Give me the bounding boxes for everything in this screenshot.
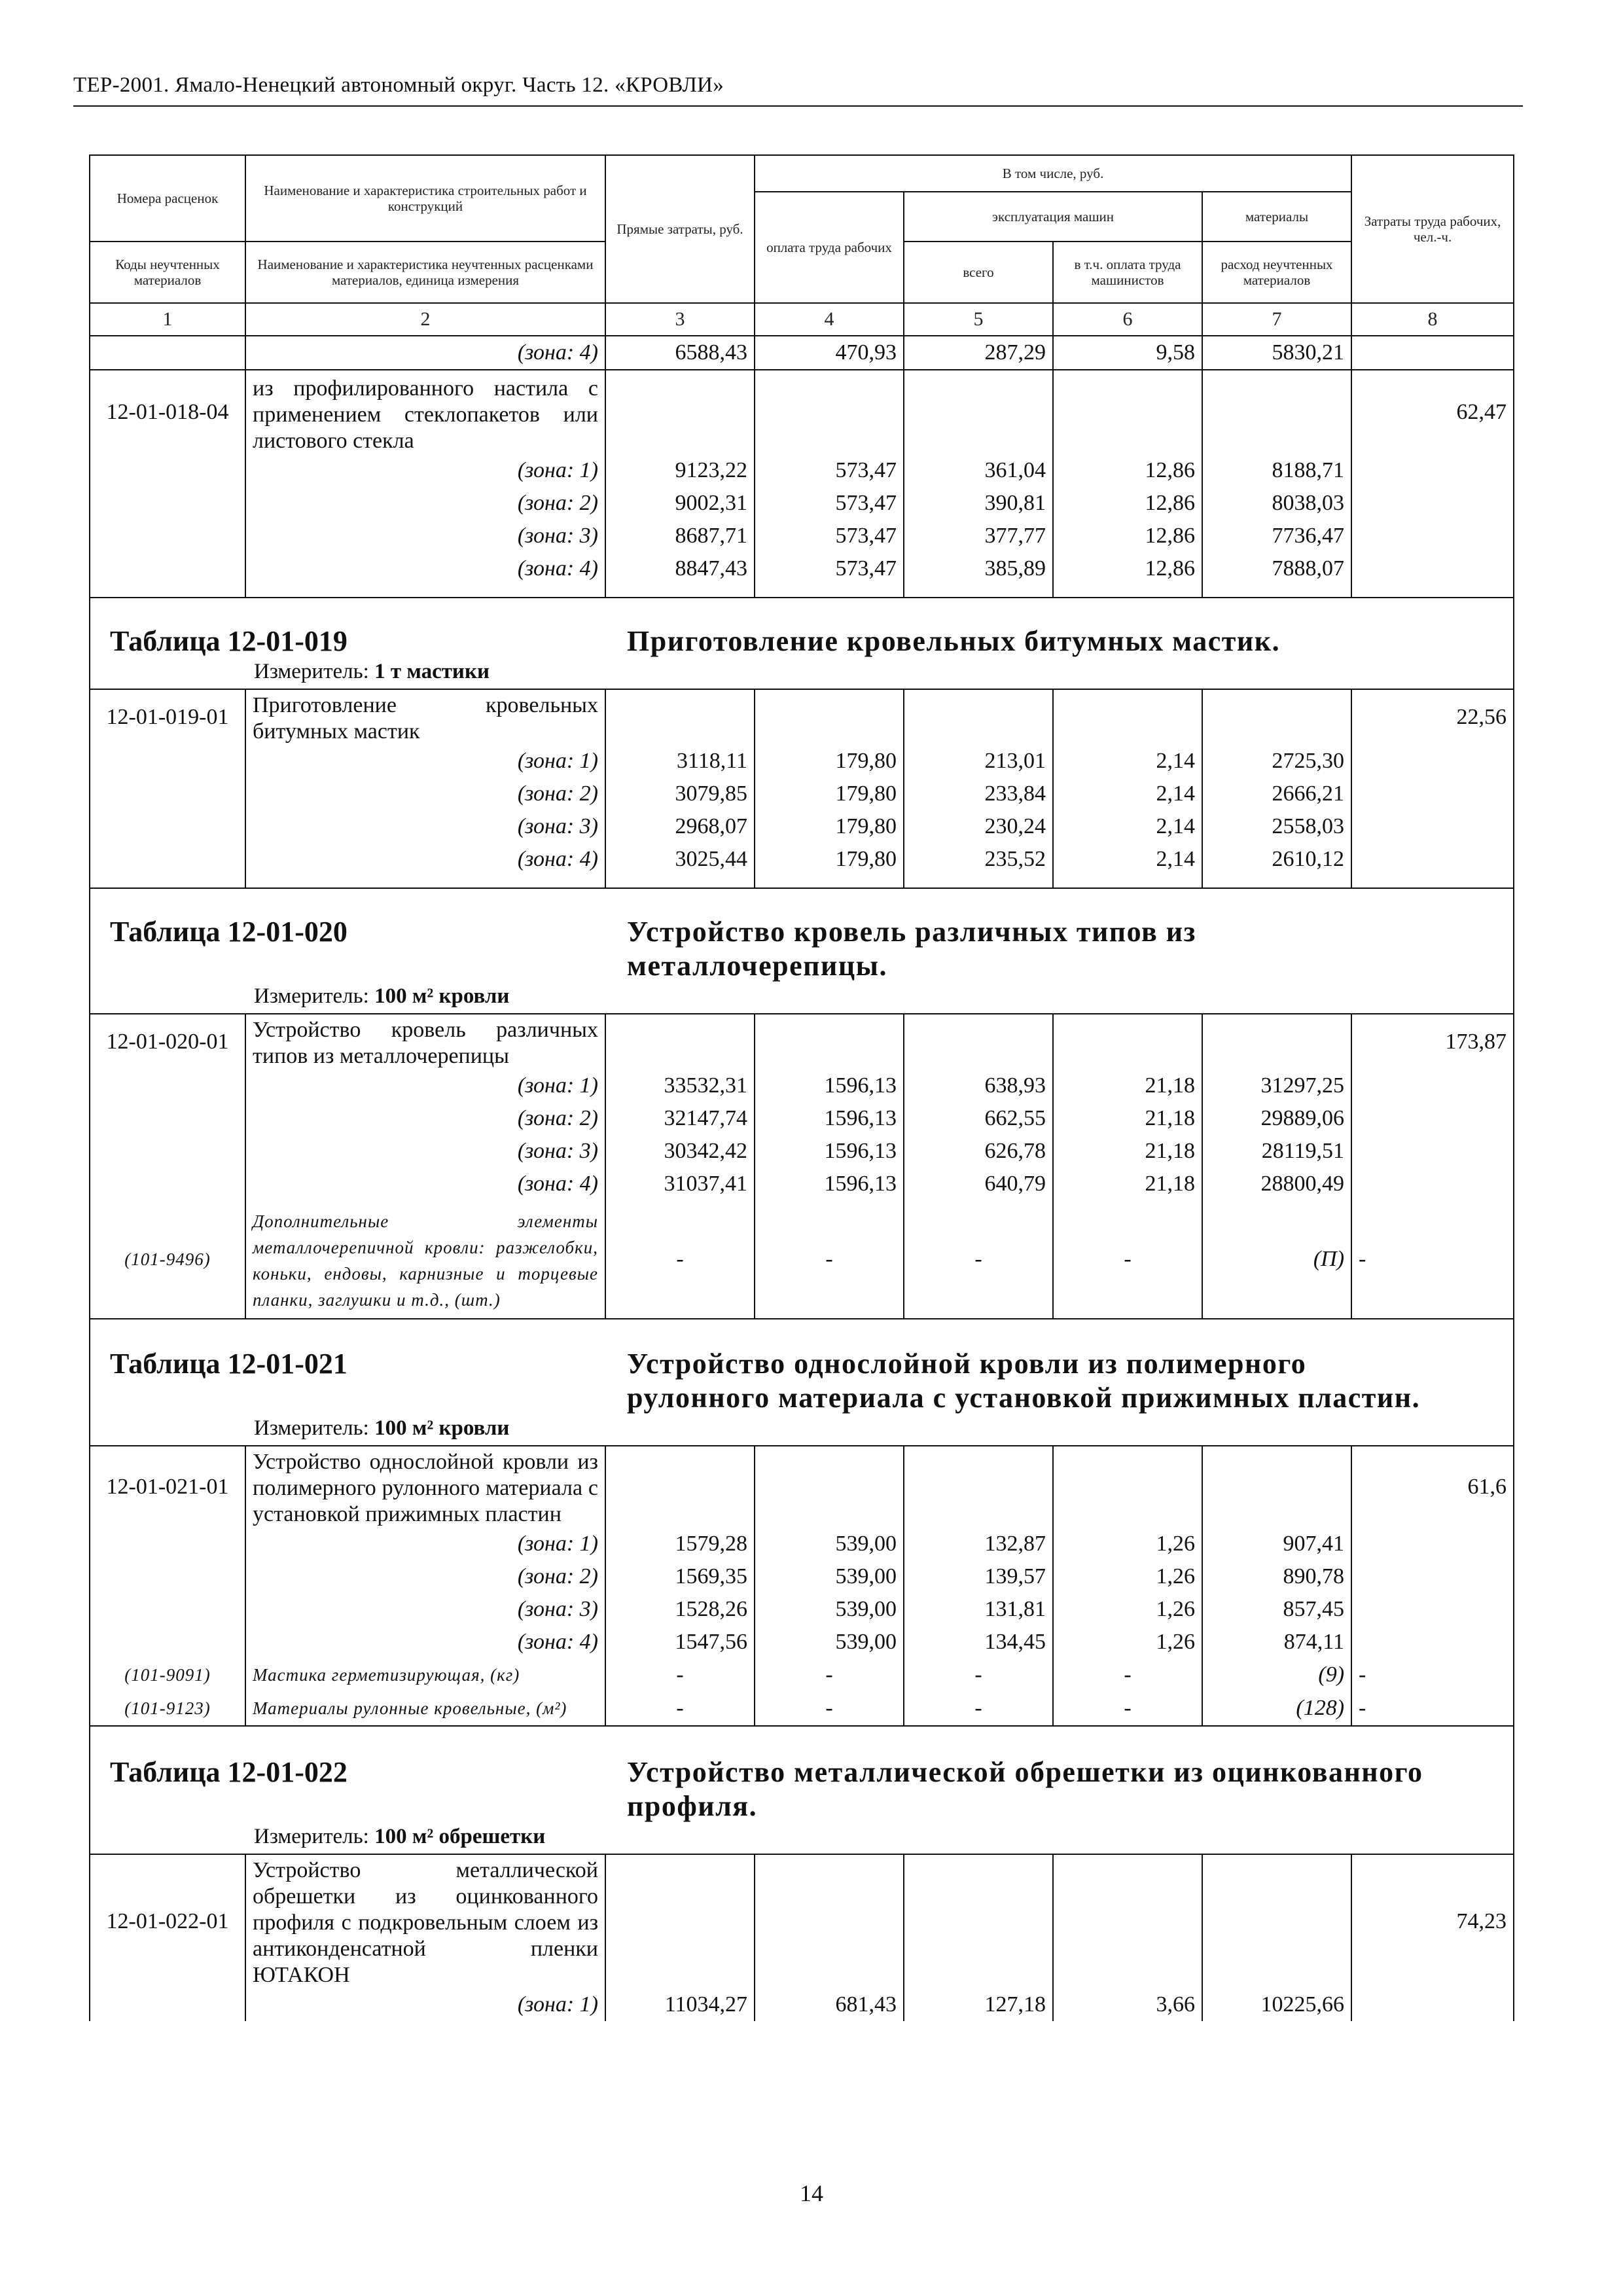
table-number: Таблица 12-01-021 — [110, 1348, 348, 1380]
wages: 681,43 — [755, 1988, 904, 2021]
rate-name: Приготовление кровельных битумных мастик — [245, 689, 605, 745]
table-section-header — [90, 1319, 1514, 1446]
machines-total: 287,29 — [904, 336, 1053, 370]
wages: 179,80 — [755, 843, 904, 876]
machines-total: - — [904, 1200, 1053, 1319]
machinist-wages: 2,14 — [1053, 745, 1202, 778]
price-table — [89, 154, 1514, 2021]
wages: 573,47 — [755, 552, 904, 585]
zone-label: (зона: 1) — [245, 454, 605, 487]
zone-label: (зона: 4) — [245, 843, 605, 876]
header-unaccounted-materials: расход неучтенных материалов — [1202, 242, 1351, 303]
zone-label: (зона: 3) — [245, 1135, 605, 1168]
direct-cost: - — [605, 1659, 755, 1691]
machinist-wages: - — [1053, 1659, 1202, 1691]
material-consumption: (9) — [1202, 1659, 1351, 1691]
materials: 2725,30 — [1202, 745, 1351, 778]
column-numbers-row — [90, 303, 1514, 336]
zone-label: (зона: 4) — [245, 1168, 605, 1200]
measure-value: 100 м² кровли — [374, 984, 510, 1008]
direct-cost: 8847,43 — [605, 552, 755, 585]
item-row — [90, 689, 1514, 745]
direct-cost: 30342,42 — [605, 1135, 755, 1168]
material-row — [90, 1200, 1514, 1319]
table-row — [90, 1988, 1514, 2021]
col-number: 8 — [1351, 303, 1514, 336]
measure-unit — [90, 983, 1513, 1013]
header-wages: оплата труда рабочих — [755, 192, 904, 303]
machines-total: 390,81 — [904, 487, 1053, 520]
materials: 2558,03 — [1202, 810, 1351, 843]
machinist-wages: 12,86 — [1053, 552, 1202, 585]
machines-total: 127,18 — [904, 1988, 1053, 2021]
direct-cost: 1569,35 — [605, 1560, 755, 1593]
item-row — [90, 370, 1514, 454]
table-row — [90, 1168, 1514, 1200]
materials: 874,11 — [1202, 1626, 1351, 1659]
direct-cost: 1547,56 — [605, 1626, 755, 1659]
direct-cost: 9123,22 — [605, 454, 755, 487]
direct-cost: 9002,31 — [605, 487, 755, 520]
machinist-wages: - — [1053, 1200, 1202, 1319]
direct-cost: 32147,74 — [605, 1102, 755, 1135]
rate-code: 12-01-021-01 — [90, 1446, 245, 1528]
wages: - — [755, 1691, 904, 1726]
item-row — [90, 1854, 1514, 1988]
rate-name: Устройство однослойной кровли из полимерного рулонного материала с установкой прижимных пластин — [245, 1446, 605, 1528]
wages: 1596,13 — [755, 1135, 904, 1168]
zone-label: (зона: 1) — [245, 1069, 605, 1102]
direct-cost: 33532,31 — [605, 1069, 755, 1102]
col-number: 1 — [90, 303, 245, 336]
table-row — [90, 745, 1514, 778]
machines-total: 139,57 — [904, 1560, 1053, 1593]
rate-code: 12-01-019-01 — [90, 689, 245, 745]
title-divider — [73, 105, 1523, 107]
machinist-wages: 1,26 — [1053, 1626, 1202, 1659]
direct-cost: 1579,28 — [605, 1528, 755, 1560]
material-name: Материалы рулонные кровельные, (м²) — [245, 1691, 605, 1726]
machinist-wages: 12,86 — [1053, 487, 1202, 520]
machines-total: 230,24 — [904, 810, 1053, 843]
header-machines-total: всего — [904, 242, 1053, 303]
direct-cost: 11034,27 — [605, 1988, 755, 2021]
rate-name: Устройство кровель различных типов из металлочерепицы — [245, 1014, 605, 1069]
labor-cost: 22,56 — [1351, 689, 1514, 745]
table-header — [90, 155, 1514, 336]
materials: 2610,12 — [1202, 843, 1351, 876]
materials: 8038,03 — [1202, 487, 1351, 520]
materials: 890,78 — [1202, 1560, 1351, 1593]
machines-total: 134,45 — [904, 1626, 1053, 1659]
machines-total: - — [904, 1691, 1053, 1726]
machinist-wages: 12,86 — [1053, 454, 1202, 487]
materials: 28800,49 — [1202, 1168, 1351, 1200]
table-row — [90, 778, 1514, 810]
materials: 2666,21 — [1202, 778, 1351, 810]
table-row — [90, 336, 1514, 370]
materials: 7736,47 — [1202, 520, 1351, 552]
table-title: Устройство однослойной кровли из полимерного рулонного материала с установкой прижимных пластин. — [627, 1348, 1421, 1414]
machinist-wages: 12,86 — [1053, 520, 1202, 552]
labor-cost: - — [1351, 1659, 1514, 1691]
wages: 573,47 — [755, 487, 904, 520]
wages: 1596,13 — [755, 1168, 904, 1200]
header-labor: Затраты труда рабочих, чел.-ч. — [1351, 155, 1514, 303]
wages: 1596,13 — [755, 1069, 904, 1102]
table-row — [90, 520, 1514, 552]
measure-unit — [90, 1823, 1513, 1854]
machinist-wages: 21,18 — [1053, 1168, 1202, 1200]
materials: 29889,06 — [1202, 1102, 1351, 1135]
wages: 539,00 — [755, 1593, 904, 1626]
machinist-wages: 21,18 — [1053, 1102, 1202, 1135]
table-number: Таблица 12-01-022 — [110, 1756, 348, 1788]
table-row — [90, 552, 1514, 585]
direct-cost: 31037,41 — [605, 1168, 755, 1200]
machines-total: 638,93 — [904, 1069, 1053, 1102]
machines-total: 235,52 — [904, 843, 1053, 876]
materials: 28119,51 — [1202, 1135, 1351, 1168]
zone-label: (зона: 4) — [245, 552, 605, 585]
table-section-header — [90, 1726, 1514, 1854]
direct-cost: 3025,44 — [605, 843, 755, 876]
machines-total: 361,04 — [904, 454, 1053, 487]
table-row — [90, 1593, 1514, 1626]
col-number: 4 — [755, 303, 904, 336]
wages: 179,80 — [755, 810, 904, 843]
table-row — [90, 487, 1514, 520]
materials: 5830,21 — [1202, 336, 1351, 370]
measure-label: Измеритель: — [254, 1825, 369, 1848]
table-row — [90, 1069, 1514, 1102]
material-row — [90, 1659, 1514, 1691]
header-material-names: Наименование и характеристика неучтенных расценками материалов, единица измерения — [245, 242, 605, 303]
header-name: Наименование и характеристика строительных работ и конструкций — [245, 155, 605, 242]
machinist-wages: 1,26 — [1053, 1560, 1202, 1593]
table-number: Таблица 12-01-020 — [110, 916, 348, 948]
table-row — [90, 454, 1514, 487]
table-row — [90, 843, 1514, 876]
machines-total: 662,55 — [904, 1102, 1053, 1135]
item-row — [90, 1446, 1514, 1528]
wages: 539,00 — [755, 1560, 904, 1593]
measure-value: 100 м² обрешетки — [374, 1825, 546, 1848]
rate-code: 12-01-020-01 — [90, 1014, 245, 1069]
wages: 539,00 — [755, 1626, 904, 1659]
measure-unit — [90, 1415, 1513, 1445]
rate-name: Устройство металлической обрешетки из оцинкованного профиля с подкровельным слоем из антиконденсатной пленки ЮТАКОН — [245, 1854, 605, 1988]
zone-label: (зона: 1) — [245, 745, 605, 778]
machinist-wages: 21,18 — [1053, 1135, 1202, 1168]
material-name: Дополнительные элементы металлочерепичной кровли: разжелобки, коньки, ендовы, карнизные и торцевые планки, заглушки и т.д., (шт.) — [245, 1200, 605, 1319]
wages: 573,47 — [755, 454, 904, 487]
direct-cost: 6588,43 — [605, 336, 755, 370]
header-material-codes: Коды неучтенных материалов — [90, 242, 245, 303]
machines-total: 385,89 — [904, 552, 1053, 585]
wages: - — [755, 1659, 904, 1691]
measure-label: Измеритель: — [254, 660, 369, 683]
machines-total: 131,81 — [904, 1593, 1053, 1626]
col-number: 3 — [605, 303, 755, 336]
materials: 857,45 — [1202, 1593, 1351, 1626]
measure-label: Измеритель: — [254, 984, 369, 1008]
header-machinist-wages: в т.ч. оплата труда машинистов — [1053, 242, 1202, 303]
direct-cost: 3079,85 — [605, 778, 755, 810]
table-row — [90, 810, 1514, 843]
zone-label: (зона: 3) — [245, 520, 605, 552]
material-consumption: (128) — [1202, 1691, 1351, 1726]
material-code: (101-9496) — [90, 1200, 245, 1319]
page-number: 14 — [800, 2180, 823, 2206]
machines-total: - — [904, 1659, 1053, 1691]
zone-label: (зона: 2) — [245, 1102, 605, 1135]
table-row — [90, 1528, 1514, 1560]
materials: 10225,66 — [1202, 1988, 1351, 2021]
header-codes: Номера расценок — [90, 155, 245, 242]
materials: 907,41 — [1202, 1528, 1351, 1560]
zone-label: (зона: 2) — [245, 778, 605, 810]
measure-value: 1 т мастики — [374, 660, 490, 683]
materials: 31297,25 — [1202, 1069, 1351, 1102]
wages: 179,80 — [755, 745, 904, 778]
direct-cost: 3118,11 — [605, 745, 755, 778]
material-code: (101-9091) — [90, 1659, 245, 1691]
machines-total: 377,77 — [904, 520, 1053, 552]
rate-code: 12-01-018-04 — [90, 370, 245, 454]
material-code: (101-9123) — [90, 1691, 245, 1726]
machinist-wages: - — [1053, 1691, 1202, 1726]
col-number: 6 — [1053, 303, 1202, 336]
table-section-header — [90, 598, 1514, 689]
direct-cost: - — [605, 1200, 755, 1319]
zone-label: (зона: 2) — [245, 1560, 605, 1593]
machinist-wages: 9,58 — [1053, 336, 1202, 370]
header-materials: материалы — [1202, 192, 1351, 242]
zone-label: (зона: 1) — [245, 1988, 605, 2021]
item-row — [90, 1014, 1514, 1069]
zone-label: (зона: 4) — [245, 336, 605, 370]
table-title: Устройство кровель различных типов из металлочерепицы. — [627, 916, 1196, 982]
table-title: Устройство металлической обрешетки из оцинкованного профиля. — [627, 1756, 1423, 1822]
labor-cost: - — [1351, 1691, 1514, 1726]
wages: 539,00 — [755, 1528, 904, 1560]
labor-cost: 173,87 — [1351, 1014, 1514, 1069]
labor-cost: 61,6 — [1351, 1446, 1514, 1528]
machinist-wages: 21,18 — [1053, 1069, 1202, 1102]
material-consumption: (П) — [1202, 1200, 1351, 1319]
machinist-wages: 1,26 — [1053, 1593, 1202, 1626]
zone-label: (зона: 3) — [245, 1593, 605, 1626]
machinist-wages: 2,14 — [1053, 778, 1202, 810]
direct-cost: - — [605, 1691, 755, 1726]
table-title: Приготовление кровельных битумных мастик. — [627, 625, 1281, 657]
materials: 7888,07 — [1202, 552, 1351, 585]
zone-label: (зона: 2) — [245, 487, 605, 520]
wages: - — [755, 1200, 904, 1319]
table-row — [90, 1626, 1514, 1659]
zone-label: (зона: 4) — [245, 1626, 605, 1659]
direct-cost: 2968,07 — [605, 810, 755, 843]
wages: 573,47 — [755, 520, 904, 552]
header-machines: эксплуатация машин — [904, 192, 1202, 242]
col-number: 2 — [245, 303, 605, 336]
zone-label: (зона: 3) — [245, 810, 605, 843]
page-title: ТЕР-2001. Ямало-Ненецкий автономный округ. Часть 12. «КРОВЛИ» — [73, 73, 724, 97]
wages: 179,80 — [755, 778, 904, 810]
machinist-wages: 2,14 — [1053, 810, 1202, 843]
machines-total: 233,84 — [904, 778, 1053, 810]
rate-name: из профилированного настила с применением стеклопакетов или листового стекла — [245, 370, 605, 454]
direct-cost: 8687,71 — [605, 520, 755, 552]
materials: 8188,71 — [1202, 454, 1351, 487]
labor-cost: - — [1351, 1200, 1514, 1319]
header-including: В том числе, руб. — [755, 155, 1351, 192]
machines-total: 640,79 — [904, 1168, 1053, 1200]
machinist-wages: 3,66 — [1053, 1988, 1202, 2021]
table-section-header — [90, 888, 1514, 1014]
machinist-wages: 1,26 — [1053, 1528, 1202, 1560]
material-row — [90, 1691, 1514, 1726]
table-number: Таблица 12-01-019 — [110, 625, 348, 657]
col-number: 5 — [904, 303, 1053, 336]
machinist-wages: 2,14 — [1053, 843, 1202, 876]
col-number: 7 — [1202, 303, 1351, 336]
labor-cost: 74,23 — [1351, 1854, 1514, 1988]
wages: 1596,13 — [755, 1102, 904, 1135]
machines-total: 213,01 — [904, 745, 1053, 778]
header-direct-costs: Прямые затраты, руб. — [605, 155, 755, 303]
direct-cost: 1528,26 — [605, 1593, 755, 1626]
zone-label: (зона: 1) — [245, 1528, 605, 1560]
table-row — [90, 1135, 1514, 1168]
machines-total: 132,87 — [904, 1528, 1053, 1560]
table-row — [90, 1102, 1514, 1135]
rate-code: 12-01-022-01 — [90, 1854, 245, 1988]
measure-label: Измеритель: — [254, 1416, 369, 1440]
labor-cost: 62,47 — [1351, 370, 1514, 454]
measure-value: 100 м² кровли — [374, 1416, 510, 1440]
machines-total: 626,78 — [904, 1135, 1053, 1168]
table-row — [90, 1560, 1514, 1593]
measure-unit — [90, 658, 1513, 689]
wages: 470,93 — [755, 336, 904, 370]
material-name: Мастика герметизирующая, (кг) — [245, 1659, 605, 1691]
